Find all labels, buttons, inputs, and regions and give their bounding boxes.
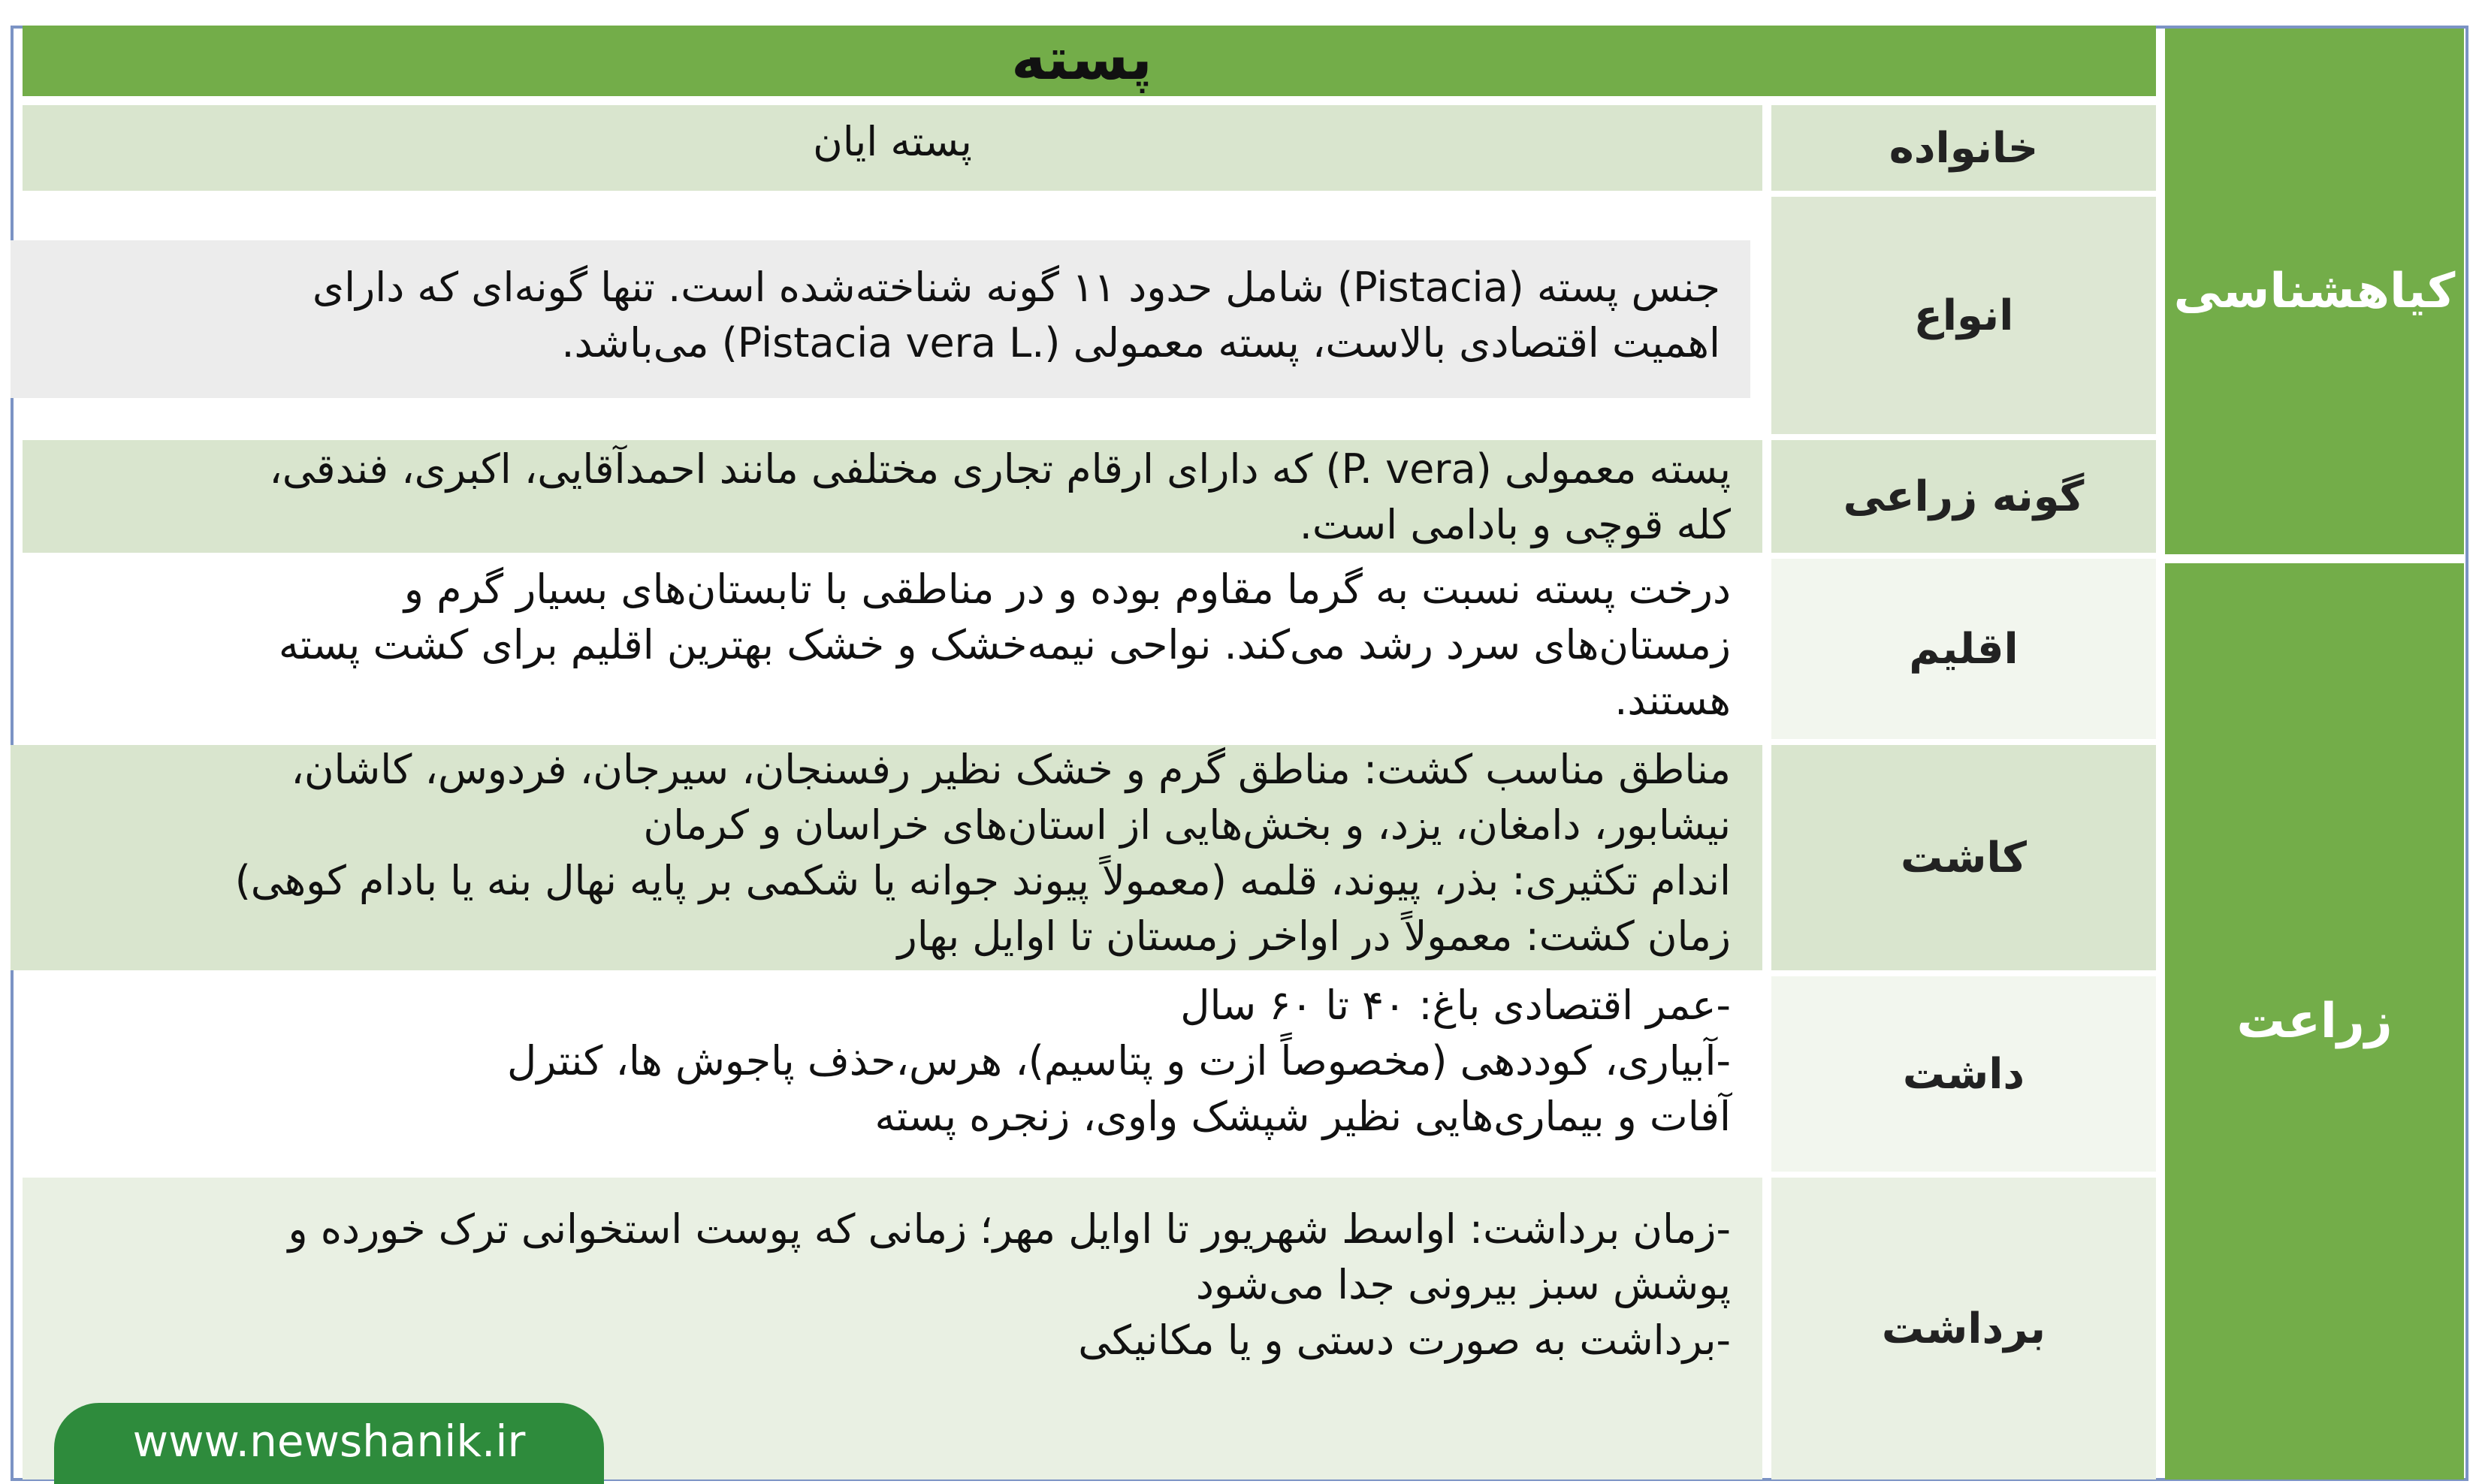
row-climate-content [30,562,1731,728]
category-agriculture: زراعت [2236,994,2393,1049]
row-crop-line-1: پسته معمولی (P. vera) که دارای ارقام تجاری مختلفی مانند احمدآقایی، اکبری، فندقی، [269,445,1731,493]
row-climate-line-1: درخت پسته نسبت به گرما مقاوم بوده و در مناطقی با تابستان‌های بسیار گرم و [403,566,1731,613]
category-botany: کیاهشناسی [2173,264,2456,319]
row-crop-label: گونه زراعی [1843,472,2085,521]
row-planting-line-1: مناطق مناسب کشت: مناطق گرم و خشک نظیر رفسنجان، سیرجان، فردوس، کاشان، [291,746,1731,793]
row-climate-line-2: زمستان‌های سرد رشد می‌کند. نواحی نیمه‌خشک و خشک بهترین اقلیم برای کشت پسته [278,621,1731,668]
row-maintenance-line-1: -عمر اقتصادی باغ: ۴۰ تا ۶۰ سال [1180,982,1731,1029]
row-planting-line-3: اندام تکثیری: بذر، پیوند، قلمه (معمولاً پیوند جوانه یا شکمی بر پایه نهال بنه یا بادام کوهی) [234,857,1731,904]
row-family-line: پسته ایان [813,118,972,165]
row-harvest-line-2: پوشش سبز بیرونی جدا می‌شود [1195,1261,1731,1308]
row-types-line-2: اهمیت اقتصادی بالاست، پسته معمولی (.Pistacia vera L) می‌باشد. [561,319,1720,366]
row-family-content [30,114,1755,189]
row-maintenance-line-2: -آبیاری، کوددهی (مخصوصاً ازت و پتاسیم)، هرس،حذف پاجوش ها، کنترل [506,1037,1731,1084]
row-types-label: انواع [1913,291,2014,340]
row-types-content [30,260,1720,371]
watermark-badge: www.newshanik.ir [54,1403,604,1484]
row-climate-line-3: هستند. [1614,677,1731,724]
row-crop-line-2: کله قوچی و بادامی است. [1299,501,1731,548]
row-maintenance-label: داشت [1902,1049,2025,1099]
row-planting-line-4: زمان کشت: معمولاً در اواخر زمستان تا اوایل بهار [897,912,1731,960]
row-harvest-line-3: -برداشت به صورت دستی و یا مکانیکی [1078,1317,1731,1364]
row-family-label: خانواده [1889,123,2039,173]
row-crop-content [30,442,1731,553]
row-climate-label: اقلیم [1909,624,2019,674]
row-maintenance-line-3: آفات و بیماری‌هایی نظیر شپشک واوی، زنجره پسته [874,1093,1731,1140]
row-types-line-1: جنس پسته (Pistacia) شامل حدود ۱۱ گونه شناخته‌شده است. تنها گونه‌ای که دارای [312,264,1720,311]
row-harvest-content [30,1202,1731,1368]
row-harvest-label: برداشت [1881,1304,2046,1353]
row-planting-line-2: نیشابور، دامغان، یزد، و بخش‌هایی از استان‌های خراسان و کرمان [643,801,1731,849]
row-planting-content [30,742,1731,964]
row-maintenance-content [30,978,1731,1145]
row-planting-label: کاشت [1901,833,2027,882]
page-title: پسته [1011,26,1152,93]
row-harvest-line-1: -زمان برداشت: اواسط شهریور تا اوایل مهر؛ زمانی که پوست استخوانی ترک خورده و [288,1205,1731,1253]
